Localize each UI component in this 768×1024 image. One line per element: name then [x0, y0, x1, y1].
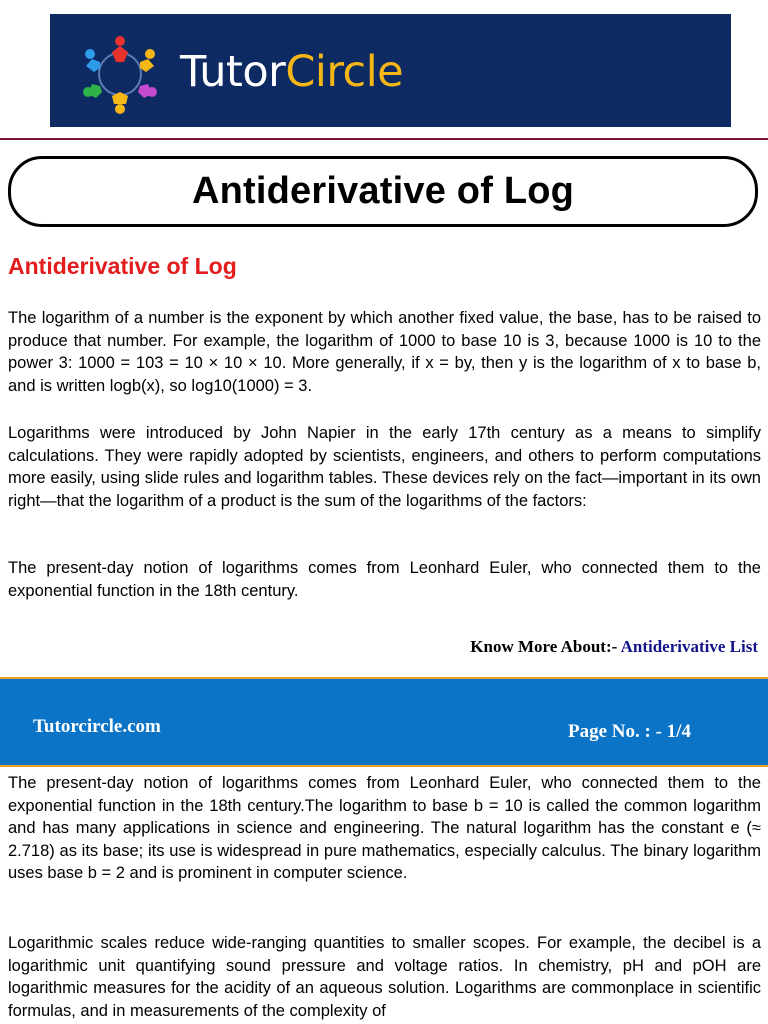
- footer-site-link[interactable]: Tutorcircle.com: [33, 716, 161, 737]
- people-circle-logo-icon: [72, 32, 168, 116]
- logo-banner: [50, 14, 731, 127]
- logo-wordmark: [180, 44, 403, 100]
- paragraph-history: Logarithms were introduced by John Napier in the early 17th century as a means to simplify calculations. They were rapidly adopted by scientists, engineers, and others to perform computations more easily, using slide rules and logarithm tables. These devices rely on the fact—important in its own right—that the logarithm of a product is the sum of the logarithms of the factors:: [8, 424, 761, 510]
- top-divider: [0, 138, 768, 140]
- page-number: Page No. : - 1/4: [568, 721, 691, 742]
- antiderivative-list-link[interactable]: Antiderivative List: [620, 637, 758, 656]
- logo-word-circle: Circle: [285, 47, 404, 97]
- paragraph-continuation-1: The present-day notion of logarithms comes from Leonhard Euler, who connected them to the exponential function in the 18th century.The logarithm to base b = 10 is called the common logarithm and has many applications in science and engineering. The natural logarithm has the constant e (≈ 2.718) as its base; its use is widespread in pure mathematics, especially calculus. The binary logarithm uses base b = 2 and is prominent in computer science.: [8, 774, 761, 883]
- know-more-line: [470, 637, 758, 657]
- title-banner: [8, 156, 758, 227]
- know-more-label: Know More About:-: [470, 637, 621, 656]
- section-heading: Antiderivative of Log: [8, 253, 237, 279]
- logo-word-tutor: Tutor: [180, 47, 286, 97]
- page-footer-band: [0, 677, 768, 767]
- page-title: Antiderivative of Log: [191, 170, 575, 212]
- paragraph-continuation-2: Logarithmic scales reduce wide-ranging quantities to smaller scopes. For example, the decibel is a logarithmic unit quantifying sound pressure and voltage ratios. In chemistry, pH and pOH are logarithmic measures for the acidity of an aqueous solution. Logarithms are commonplace in scientific formulas, and in measurements of the complexity of: [8, 934, 761, 1020]
- paragraph-euler: The present-day notion of logarithms comes from Leonhard Euler, who connected them to the exponential function in the 18th century.: [8, 559, 761, 600]
- paragraph-definition: The logarithm of a number is the exponent by which another fixed value, the base, has to be raised to produce that number. For example, the logarithm of 1000 to base 10 is 3, because 1000 is 10 to the power 3: 1000 = 103 = 10 × 10 × 10. More generally, if x = by, then y is the logarithm of x to base b, and is written logb(x), so log10(1000) = 3.: [8, 309, 761, 395]
